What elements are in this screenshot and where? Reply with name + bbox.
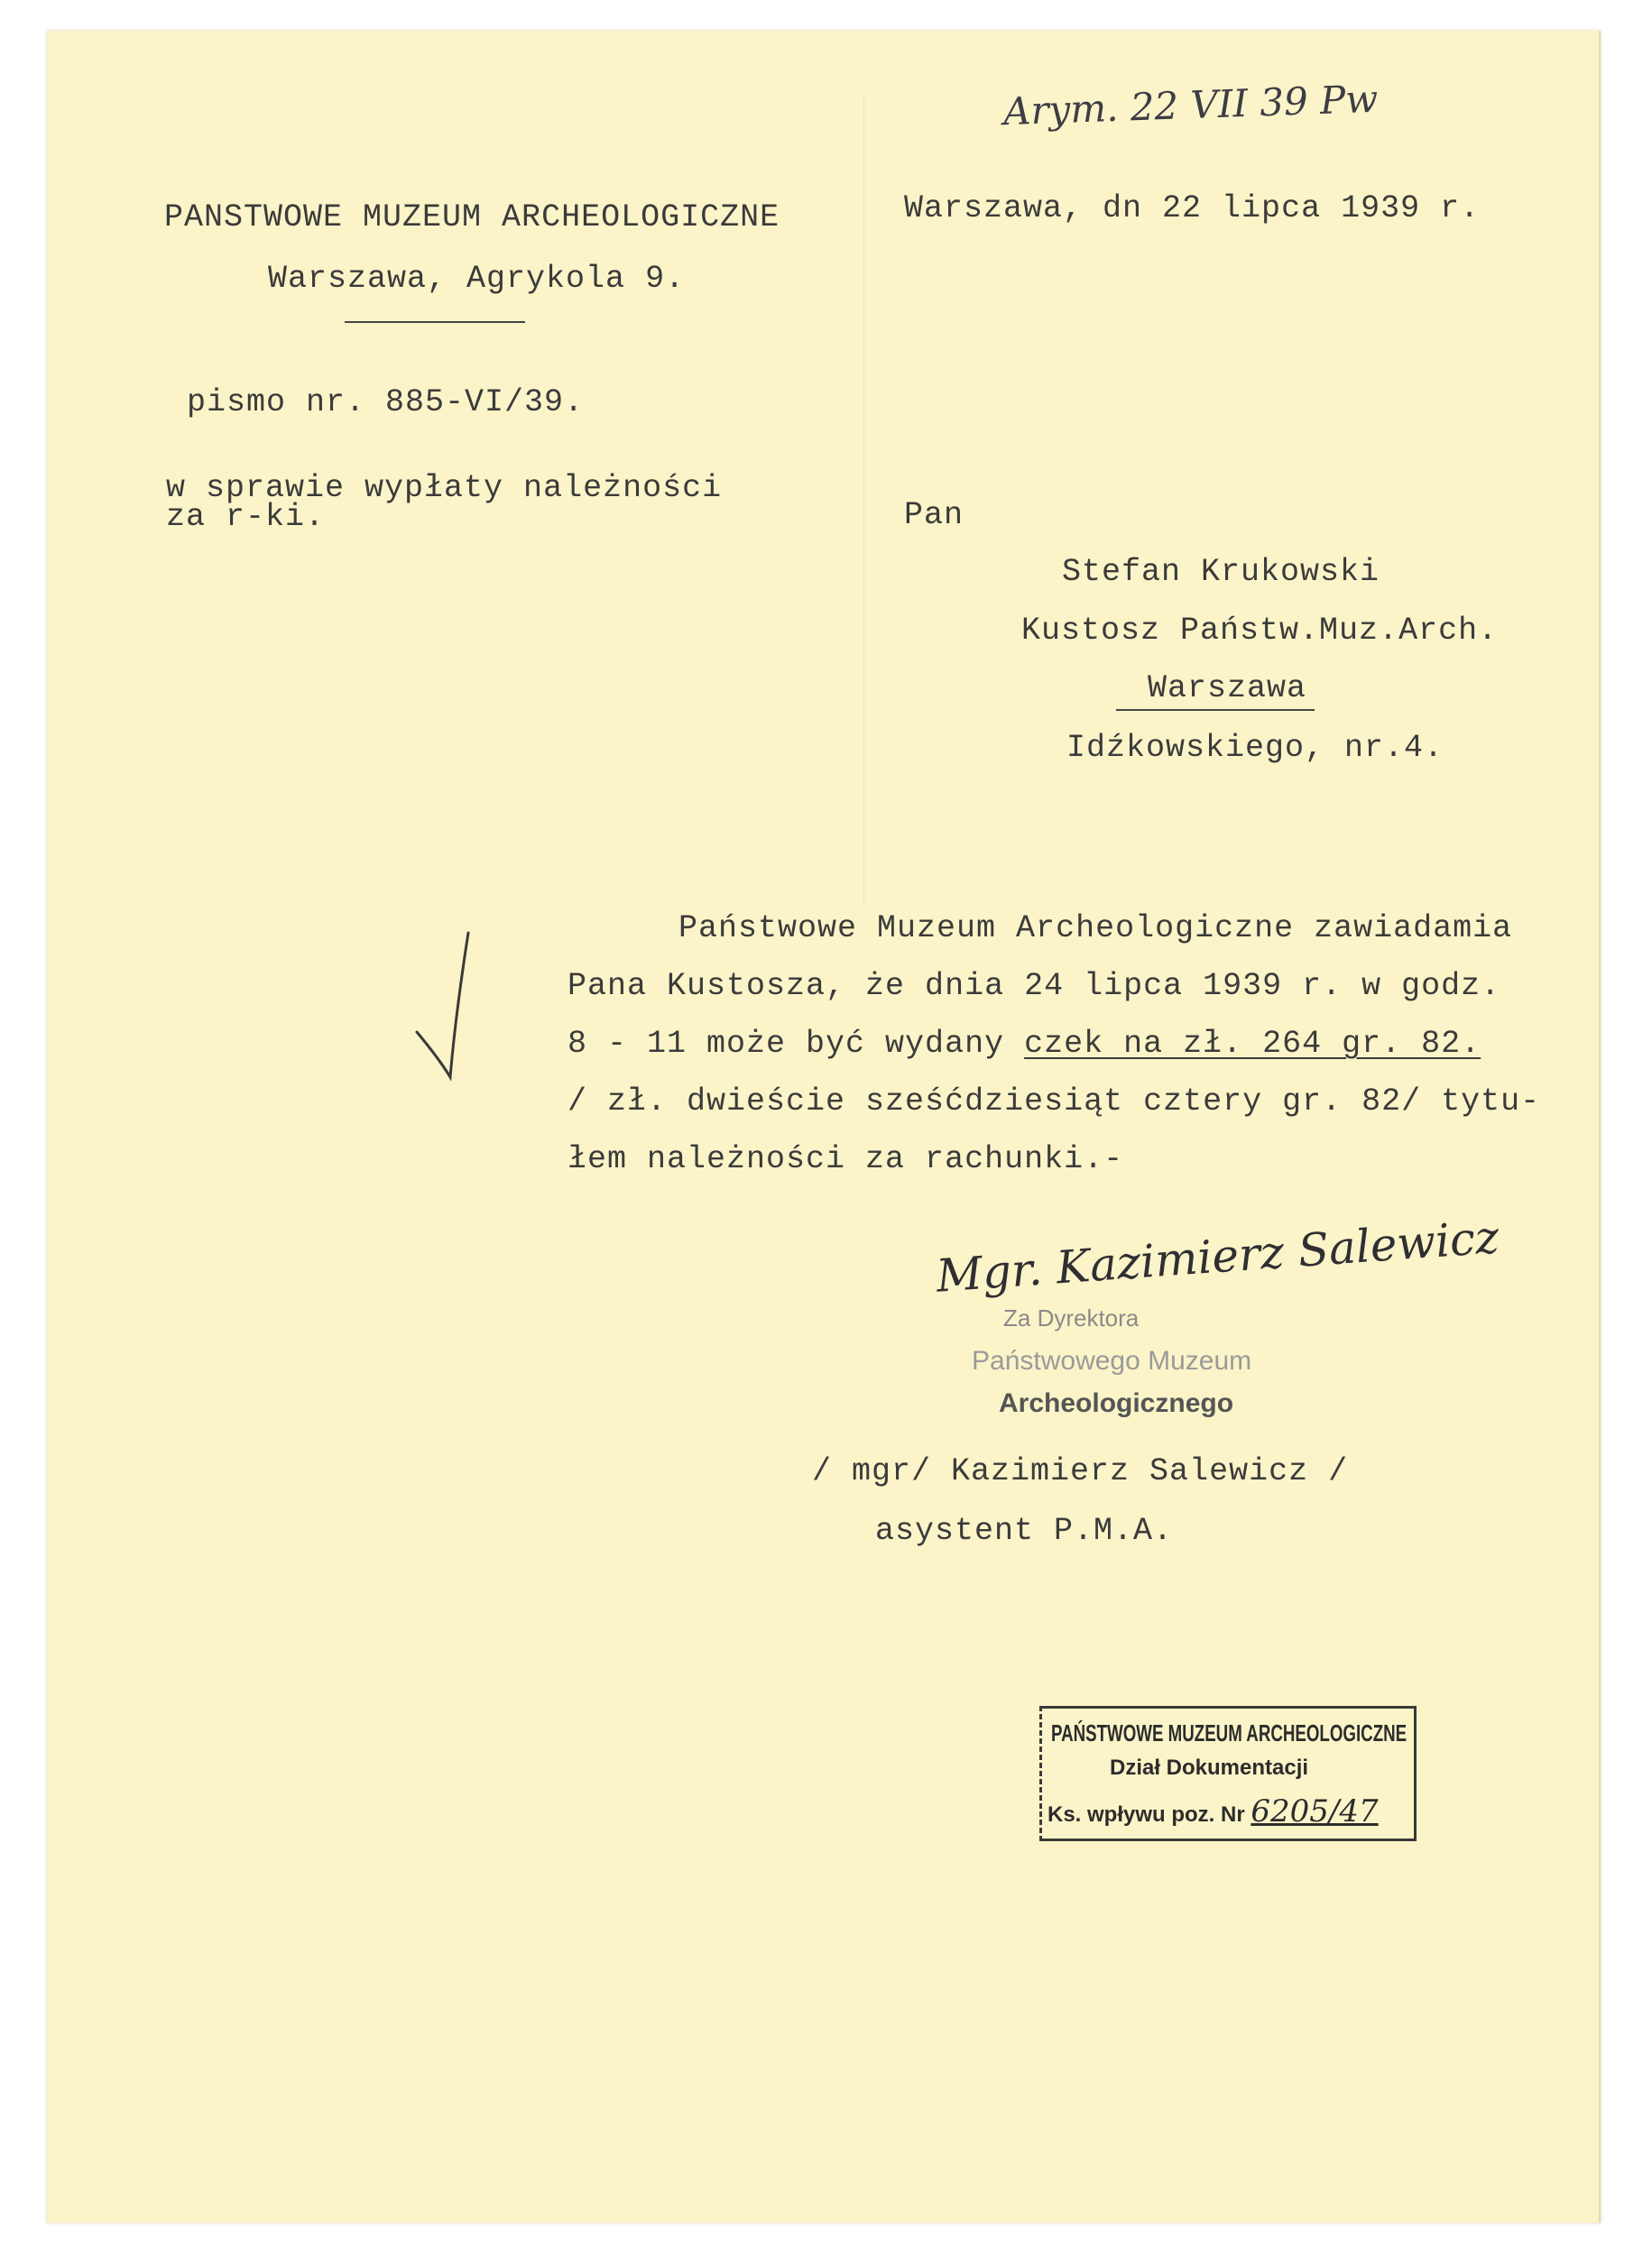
signatory-position: asystent P.M.A. <box>875 1513 1174 1549</box>
city-underline <box>1116 709 1315 711</box>
archive-stamp <box>1039 1706 1417 1841</box>
subject-line-1: w sprawie wypłaty należności <box>166 470 723 506</box>
archive-stamp-number: 6205/47 <box>1251 1793 1379 1829</box>
handwritten-annotation: Arym. 22 VII 39 Pw <box>1002 76 1380 134</box>
recipient-city: Warszawa <box>1148 670 1307 706</box>
paper-fold <box>863 94 864 906</box>
body-line-3-text: 8 - 11 może być wydany <box>568 1026 1025 1062</box>
body-line-1: Państwowe Muzeum Archeologiczne zawiadamia <box>678 910 1513 946</box>
signatory-name: / mgr/ Kazimierz Salewicz / <box>812 1453 1349 1489</box>
body-line-5: łem należności za rachunki.- <box>568 1141 1124 1177</box>
reference-number: pismo nr. 885-VI/39. <box>187 384 585 420</box>
body-line-3 <box>568 1028 1481 1060</box>
recipient-title: Kustosz Państw.Muz.Arch. <box>1021 613 1499 649</box>
body-line-4: / zł. dwieście sześćdziesiąt cztery gr. 82/ tytu- <box>568 1083 1541 1120</box>
archive-stamp-line-2: Dział Dokumentacji <box>1110 1756 1309 1780</box>
handwritten-signature: Mgr. Kazimierz Salewicz <box>934 1211 1501 1303</box>
director-stamp-line-2: Państwowego Muzeum <box>972 1346 1252 1376</box>
recipient-salutation: Pan <box>904 497 964 533</box>
recipient-name: Stefan Krukowski <box>1062 554 1380 590</box>
checkmark-icon <box>412 924 485 1086</box>
sender-address: Warszawa, Agrykola 9. <box>268 261 686 297</box>
sender-institution: PANSTWOWE MUZEUM ARCHEOLOGICZNE <box>164 199 780 235</box>
sender-underline <box>345 321 525 323</box>
body-line-2: Pana Kustosza, że dnia 24 lipca 1939 r. w godz. <box>568 968 1501 1004</box>
archive-stamp-line-3 <box>1047 1793 1379 1829</box>
recipient-street: Idźkowskiego, nr.4. <box>1066 730 1444 766</box>
date-line: Warszawa, dn 22 lipca 1939 r. <box>904 190 1481 226</box>
archive-stamp-label: Ks. wpływu poz. Nr <box>1047 1802 1245 1827</box>
letter-page <box>47 31 1601 2223</box>
cheque-amount: czek na zł. 264 gr. 82. <box>1024 1026 1481 1062</box>
subject-line-2: za r-ki. <box>166 499 326 535</box>
director-stamp-line-1: Za Dyrektora <box>1003 1304 1140 1332</box>
director-stamp-line-3: Archeologicznego <box>999 1388 1234 1418</box>
archive-stamp-line-1: PAŃSTWOWE MUZEUM ARCHEOLOGICZNE <box>1051 1719 1407 1746</box>
